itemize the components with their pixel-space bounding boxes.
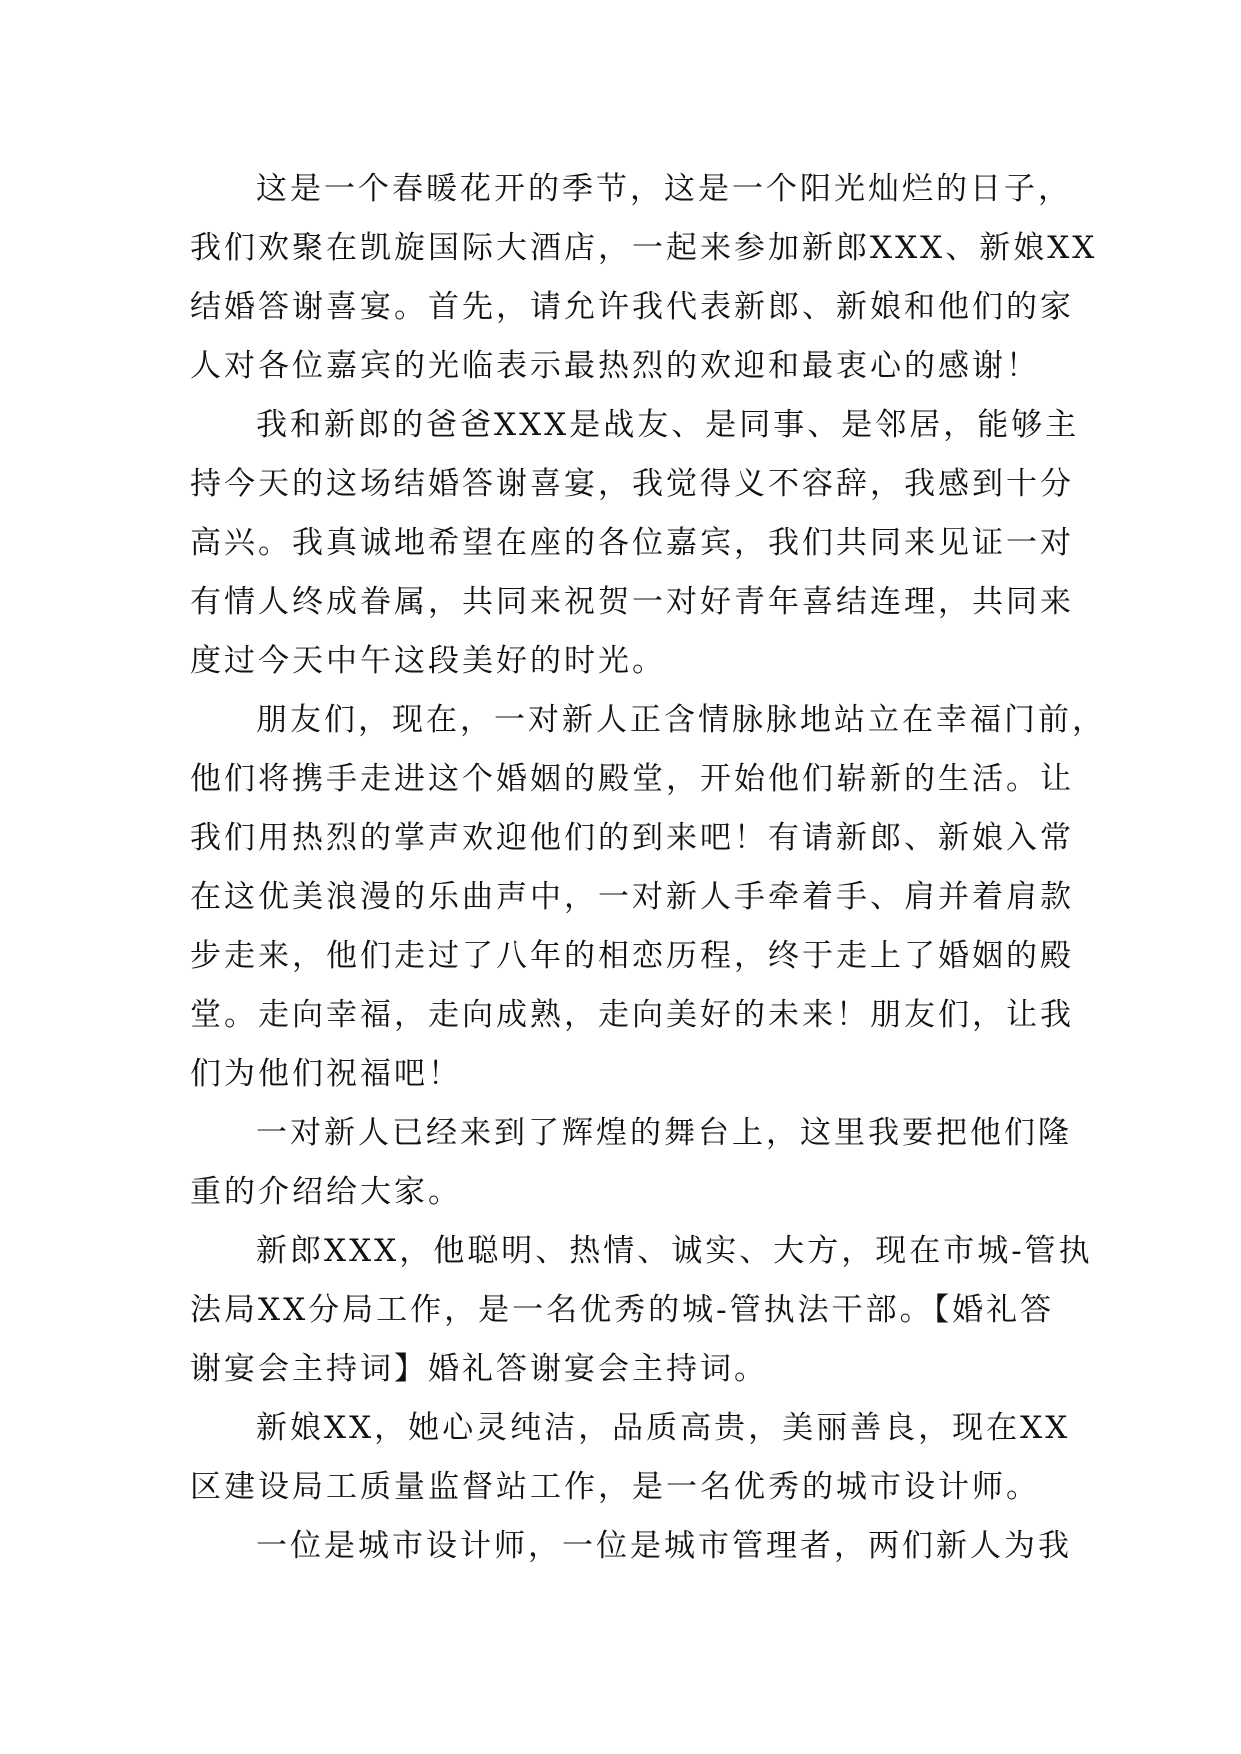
paragraph-3-line-5: 步走来，他们走过了八年的相恋历程，终于走上了婚姻的殿 <box>190 938 1074 974</box>
paragraph-1-line-1: 这是一个春暖花开的季节，这是一个阳光灿烂的日子， <box>256 171 1072 207</box>
paragraph-3-line-4: 在这优美浪漫的乐曲声中，一对新人手牵着手、肩并着肩款 <box>190 879 1074 915</box>
paragraph-3-line-2: 他们将携手走进这个婚姻的殿堂，开始他们崭新的生活。让 <box>190 761 1074 797</box>
paragraph-2-line-1: 我和新郎的爸爸XXX是战友、是同事、是邻居，能够主 <box>256 407 1080 443</box>
paragraph-1-line-2: 我们欢聚在凯旋国际大酒店，一起来参加新郎XXX、新娘XX <box>190 230 1098 266</box>
paragraph-2-line-5: 度过今天中午这段美好的时光。 <box>190 643 666 679</box>
paragraph-6-line-1: 新娘XX，她心灵纯洁，品质高贵，美丽善良，现在XX <box>256 1410 1071 1446</box>
paragraph-5-line-2: 法局XX分局工作，是一名优秀的城-管执法干部。【婚礼答 <box>190 1292 1055 1328</box>
paragraph-3-line-7: 们为他们祝福吧！ <box>190 1056 462 1092</box>
document-body <box>190 160 1106 1576</box>
paragraph-3-line-3: 我们用热烈的掌声欢迎他们的到来吧！有请新郎、新娘入常 <box>190 820 1074 856</box>
paragraph-4-line-2: 重的介绍给大家。 <box>190 1174 462 1210</box>
paragraph-7-line-1: 一位是城市设计师，一位是城市管理者，两们新人为我 <box>256 1528 1072 1564</box>
paragraph-5-line-1: 新郎XXX，他聪明、热情、诚实、大方，现在市城-管执 <box>256 1233 1093 1269</box>
paragraph-6-line-2: 区建设局工质量监督站工作，是一名优秀的城市设计师。 <box>190 1469 1040 1505</box>
paragraph-3-line-6: 堂。走向幸福，走向成熟，走向美好的未来！朋友们，让我 <box>190 997 1074 1033</box>
paragraph-1-line-4: 人对各位嘉宾的光临表示最热烈的欢迎和最衷心的感谢！ <box>190 348 1040 384</box>
paragraph-1-line-3: 结婚答谢喜宴。首先，请允许我代表新郎、新娘和他们的家 <box>190 289 1074 325</box>
paragraph-2-line-3: 高兴。我真诚地希望在座的各位嘉宾，我们共同来见证一对 <box>190 525 1074 561</box>
paragraph-5-line-3: 谢宴会主持词】婚礼答谢宴会主持词。 <box>190 1351 768 1387</box>
paragraph-2-line-4: 有情人终成眷属，共同来祝贺一对好青年喜结连理，共同来 <box>190 584 1074 620</box>
paragraph-3-line-1: 朋友们，现在，一对新人正含情脉脉地站立在幸福门前， <box>256 702 1106 738</box>
paragraph-4-line-1: 一对新人已经来到了辉煌的舞台上，这里我要把他们隆 <box>256 1115 1072 1151</box>
paragraph-2-line-2: 持今天的这场结婚答谢喜宴，我觉得义不容辞，我感到十分 <box>190 466 1074 502</box>
